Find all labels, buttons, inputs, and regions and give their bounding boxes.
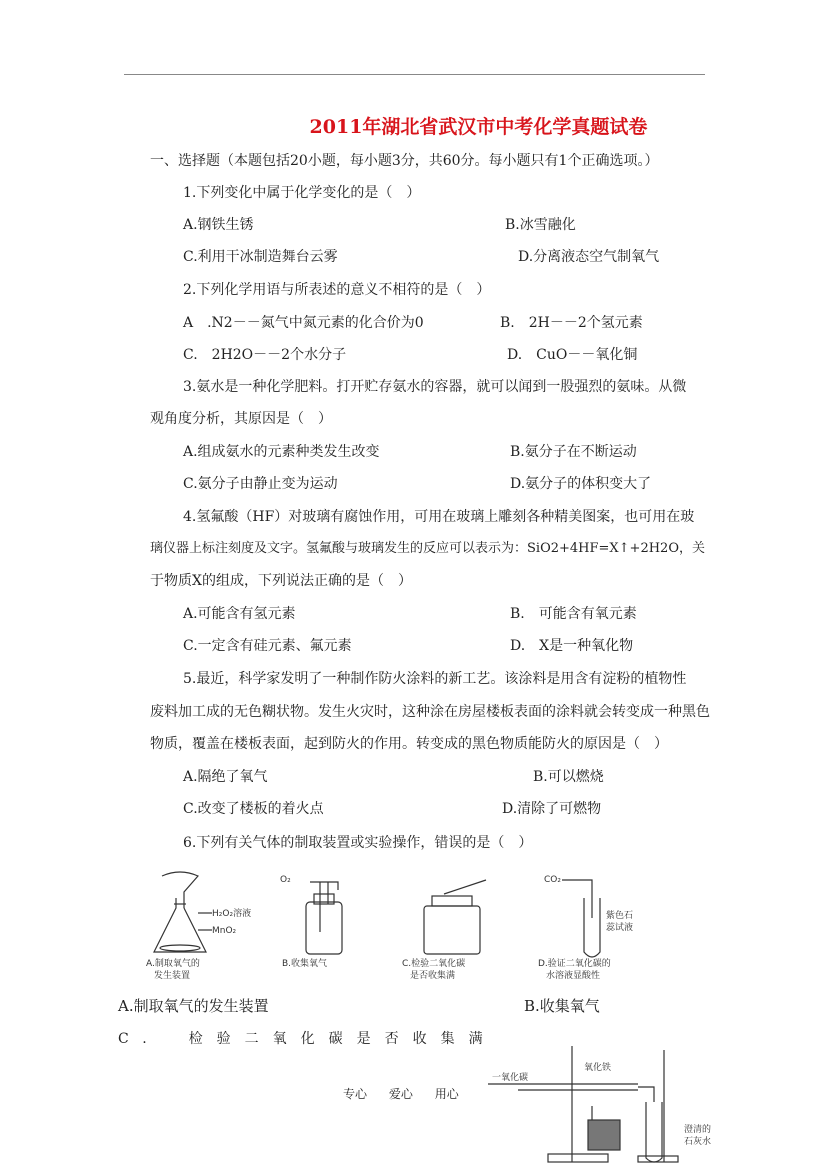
q6-option-b: B.收集氧气 bbox=[524, 997, 600, 1015]
q3-option-d: D.氨分子的体积变大了 bbox=[510, 476, 652, 492]
label-fe2o3: 氧化铁 bbox=[584, 1063, 612, 1073]
caption-d-1: D.验证二氧化碳的 bbox=[538, 959, 611, 969]
q3-option-b: B.氨分子在不断运动 bbox=[510, 444, 637, 460]
q5-stem-line3: 物质，覆盖在楼板表面，起到防火的作用。转变成的黑色物质能防火的原因是（ ） bbox=[150, 736, 668, 752]
q5-option-c: C.改变了楼板的着火点 bbox=[183, 801, 324, 817]
q3-option-c: C.氨分子由静止变为运动 bbox=[183, 476, 338, 492]
section-heading: 一、选择题（本题包括20小题，每小题3分，共60分。每小题只有1个正确选项。） bbox=[150, 153, 659, 169]
label-h2o2: H₂O₂溶液 bbox=[212, 909, 252, 919]
q4-stem-line1: 4.氢氟酸（HF）对玻璃有腐蚀作用，可用在玻璃上雕刻各种精美图案，也可用在玻 bbox=[183, 509, 695, 525]
page-title: 2011年湖北省武汉市中考化学真题试卷 bbox=[309, 116, 648, 138]
q3-stem-line1: 3.氨水是一种化学肥料。打开贮存氨水的容器，就可以闻到一股强烈的氨味。从微 bbox=[183, 379, 687, 395]
label-litmus-1: 紫色石 bbox=[606, 911, 634, 921]
q5-option-d: D.清除了可燃物 bbox=[502, 801, 602, 817]
caption-a-1: A.制取氧气的 bbox=[146, 959, 200, 969]
q2-stem: 2.下列化学用语与所表述的意义不相符的是（ ） bbox=[183, 282, 491, 298]
apparatus-figure bbox=[140, 868, 660, 988]
q1-option-b: B.冰雪融化 bbox=[505, 217, 576, 233]
footer-word-2: 爱心 bbox=[388, 1087, 413, 1101]
q4-option-d: D. X是一种氧化物 bbox=[510, 638, 634, 654]
funnel-shape bbox=[162, 872, 198, 908]
q2-option-d: D. CuO－－氧化铜 bbox=[507, 347, 638, 363]
q6-stem: 6.下列有关气体的制取装置或实验操作，错误的是（ ） bbox=[183, 835, 533, 851]
label-mno2: MnO₂ bbox=[212, 926, 237, 936]
q5-option-a: A.隔绝了氧气 bbox=[183, 769, 268, 785]
footer-word-3: 用心 bbox=[434, 1087, 459, 1101]
q4-option-b: B. 可能含有氧元素 bbox=[510, 606, 637, 622]
label-o2: O₂ bbox=[280, 875, 291, 885]
q4-option-c: C.一定含有硅元素、氟元素 bbox=[183, 638, 352, 654]
caption-c-2: 是否收集满 bbox=[410, 971, 456, 981]
label-co: 一氧化碳 bbox=[492, 1073, 529, 1083]
label-co2: CO₂ bbox=[544, 875, 561, 885]
caption-c-1: C.检验二氧化碳 bbox=[402, 959, 466, 969]
q6-option-a: A.制取氧气的发生装置 bbox=[118, 997, 269, 1015]
q1-stem: 1.下列变化中属于化学变化的是（ ） bbox=[183, 185, 421, 201]
q5-stem-line1: 5.最近，科学家发明了一种制作防火涂料的新工艺。该涂料是用含有淀粉的植物性 bbox=[183, 671, 687, 687]
label-litmus-2: 蕊试液 bbox=[606, 923, 634, 933]
co-reduction-apparatus bbox=[488, 1042, 728, 1170]
q3-option-a: A.组成氨水的元素种类发生改变 bbox=[183, 444, 380, 460]
q2-option-c: C. 2H2O－－2个水分子 bbox=[183, 347, 347, 363]
caption-a-2: 发生装置 bbox=[154, 971, 191, 981]
q6-option-c: C. 检验二氧化碳是否收集满 bbox=[118, 1031, 497, 1047]
label-lime-2: 石灰水 bbox=[684, 1137, 712, 1147]
q1-option-d: D.分离液态空气制氧气 bbox=[518, 249, 660, 265]
q4-stem-line3: 于物质X的组成，下列说法正确的是（ ） bbox=[150, 573, 412, 589]
q5-stem-line2: 废料加工成的无色糊状物。发生火灾时，这种涂在房屋楼板表面的涂料就会转变成一种黑色 bbox=[150, 704, 710, 720]
q1-option-a: A.钢铁生锈 bbox=[183, 217, 254, 233]
header-rule bbox=[124, 74, 705, 75]
caption-b: B.收集氧气 bbox=[282, 959, 328, 969]
q4-option-a: A.可能含有氢元素 bbox=[183, 606, 296, 622]
footer-word-1: 专心 bbox=[343, 1087, 368, 1101]
label-lime-1: 澄清的 bbox=[684, 1125, 712, 1135]
page-footer bbox=[343, 1085, 477, 1102]
q2-option-a: A .N2－－氮气中氮元素的化合价为0 bbox=[183, 315, 424, 331]
q1-option-c: C.利用干冰制造舞台云雾 bbox=[183, 249, 338, 265]
q4-stem-line2: 璃仪器上标注刻度及文字。氢氟酸与玻璃发生的反应可以表示为：SiO2+4HF=X↑+2H2O，关 bbox=[150, 541, 705, 556]
q5-option-b: B.可以燃烧 bbox=[533, 769, 604, 785]
q2-option-b: B. 2H－－2个氢元素 bbox=[500, 315, 643, 331]
q3-stem-line2: 观角度分析，其原因是（ ） bbox=[150, 411, 332, 427]
caption-d-2: 水溶液显酸性 bbox=[546, 971, 601, 981]
